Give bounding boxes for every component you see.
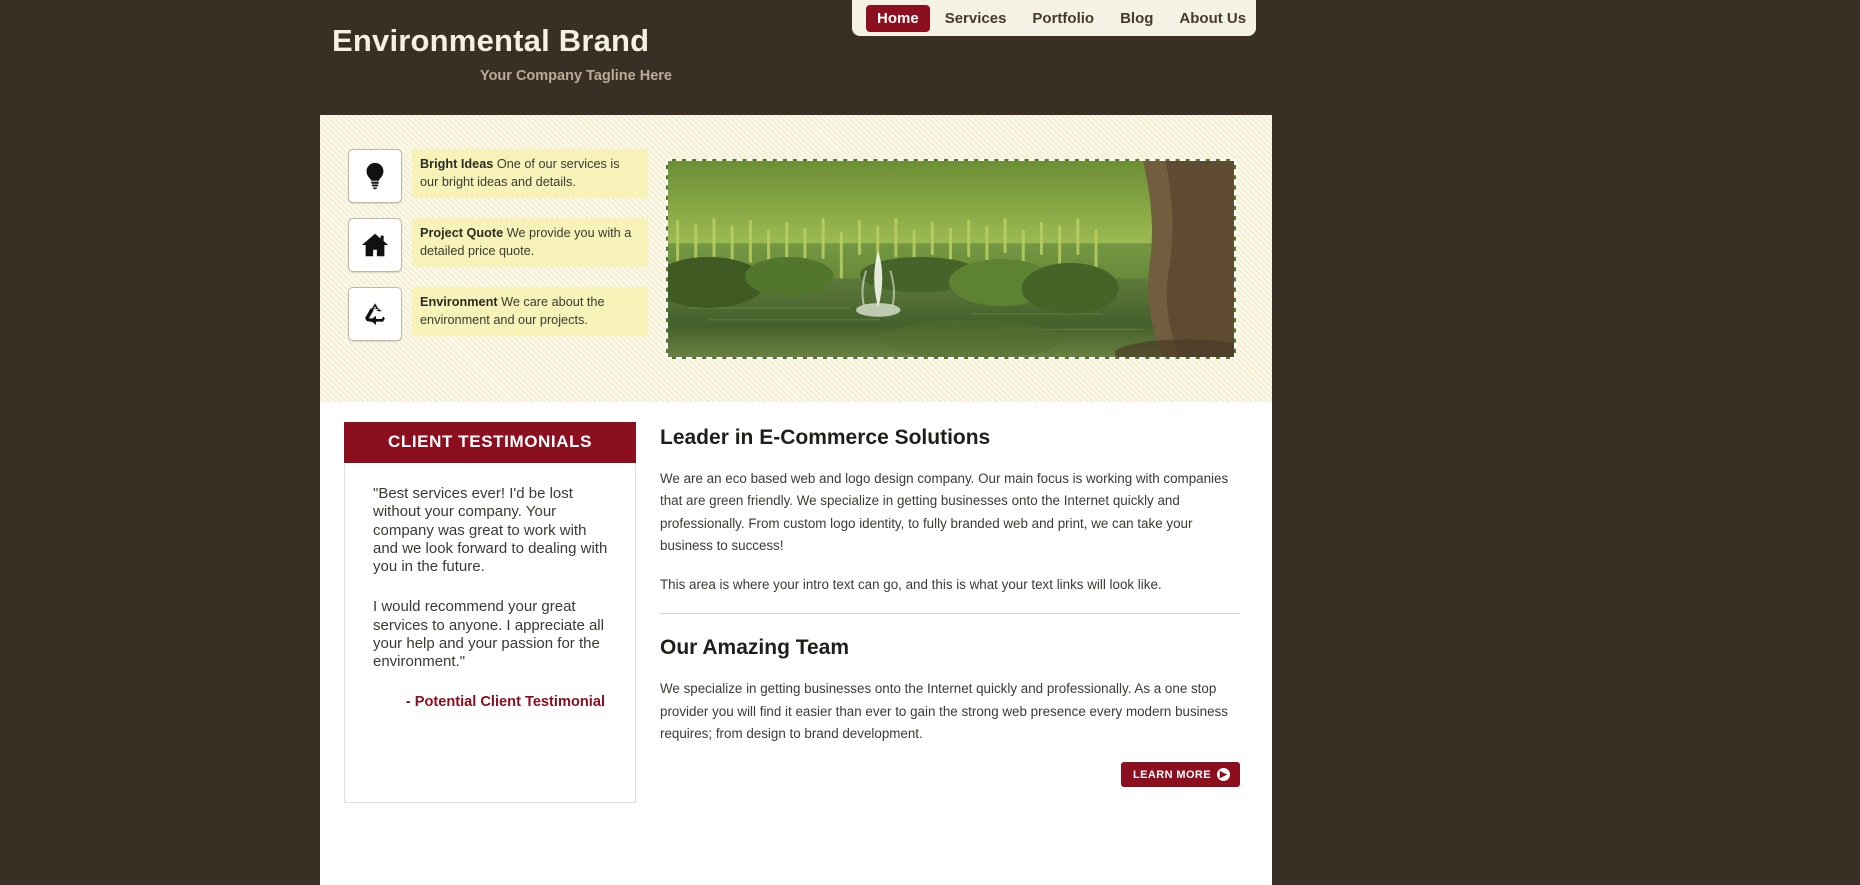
feature-title-bright-ideas: Bright Ideas (420, 157, 494, 171)
article-heading-primary: Leader in E-Commerce Solutions (660, 426, 991, 449)
feature-title-project-quote: Project Quote (420, 226, 504, 240)
site-tagline: Your Company Tagline Here (479, 68, 672, 85)
feature-title-environment: Environment (420, 295, 498, 309)
feature-list (348, 145, 648, 402)
article-column (660, 422, 1240, 885)
sidebar (344, 422, 636, 885)
main-content (320, 402, 1272, 885)
feature-item-project-quote[interactable] (348, 218, 648, 272)
feature-text-bright-ideas (412, 149, 648, 198)
testimonial-quote-2: I would recommend your great services to anyone. I appreciate all your help and your passion for the environment." (373, 598, 604, 671)
article-paragraph-3: We specialize in getting businesses onto the Internet quickly and professionally. As a one stop provider you will find it easier than ever to gain the strong web presence every modern business requires; from design to brand development. (660, 681, 1228, 741)
house-icon (348, 218, 402, 272)
nav-item-about-us[interactable]: About Us (1179, 9, 1247, 27)
nav-item-home[interactable]: Home (866, 5, 930, 32)
article-paragraph-1: We are an eco based web and logo design company. Our main focus is working with companies that are green friendly. We specialize in getting businesses onto the Internet quickly and professionally. From custom logo identity, to fully branded web and print, we can take your business to success! (660, 471, 1229, 553)
site-title: Environmental Brand (332, 23, 650, 58)
main-navigation (852, 0, 1256, 36)
testimonial-author: - Potential Client Testimonial (405, 693, 605, 710)
feature-text-project-quote (412, 218, 648, 267)
nav-item-portfolio[interactable]: Portfolio (1032, 9, 1095, 27)
learn-more-row (660, 762, 1240, 787)
feature-text-environment (412, 287, 648, 336)
article-paragraph-2: This area is where your intro text can go, and this is what your text links will look like. (660, 577, 1162, 592)
brand-block (332, 24, 672, 84)
testimonials-body (344, 463, 636, 803)
section-divider (660, 613, 1240, 614)
recycle-icon (348, 287, 402, 341)
testimonial-quote-1: "Best services ever! I'd be lost without your company. Your company was great to work with and we look forward to dealing with you in the future. (373, 485, 608, 576)
nav-item-services[interactable]: Services (944, 9, 1007, 27)
hero-banner-image (666, 159, 1236, 359)
site-header (0, 0, 1860, 110)
feature-desc-environment: We care about the environment and our projects. (420, 295, 605, 328)
feature-desc-bright-ideas: One of our services is our bright ideas and details. (420, 157, 620, 190)
article-heading-secondary: Our Amazing Team (660, 636, 850, 660)
lightbulb-icon (348, 149, 402, 203)
learn-more-button[interactable] (1121, 762, 1240, 787)
testimonials-heading: CLIENT TESTIMONIALS (344, 422, 636, 463)
arrow-right-icon: ▶ (1217, 768, 1230, 781)
content-column (320, 115, 1272, 885)
learn-more-label: LEARN MORE (1133, 768, 1211, 781)
nav-item-blog[interactable]: Blog (1120, 9, 1154, 27)
feature-desc-project-quote: We provide you with a detailed price quote. (420, 226, 632, 259)
feature-strip (320, 115, 1272, 402)
feature-item-environment[interactable] (348, 287, 648, 341)
feature-item-bright-ideas[interactable] (348, 149, 648, 203)
